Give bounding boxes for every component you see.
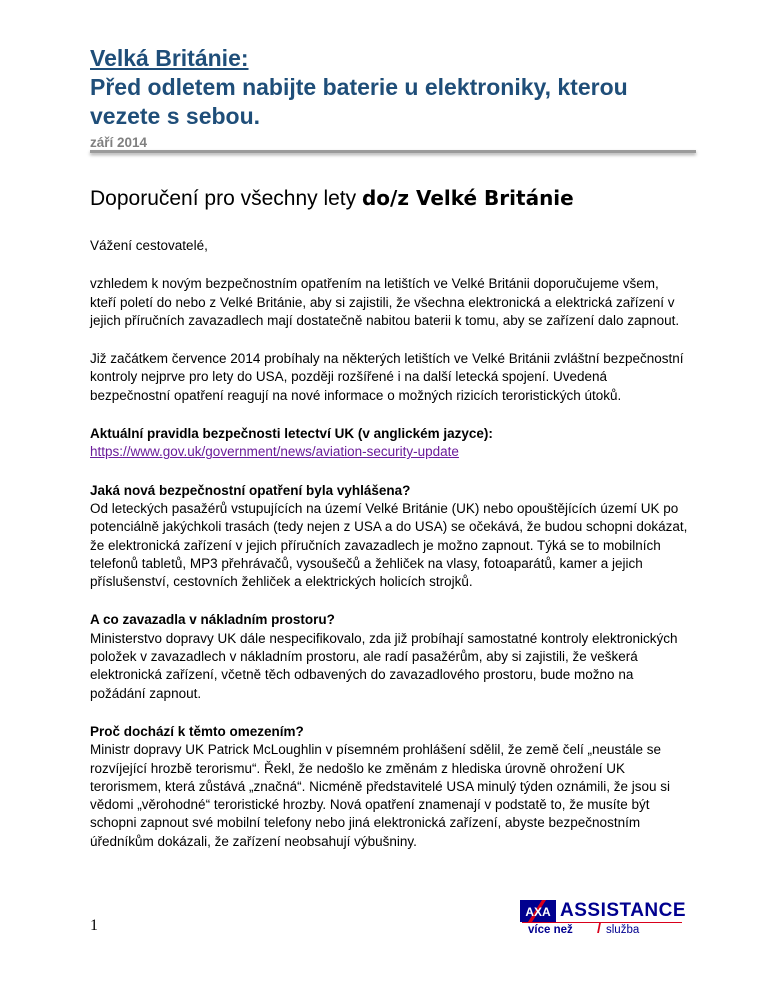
rules-heading: Aktuální pravidla bezpečnosti letectví UK (v anglickém jazyce): xyxy=(90,426,493,442)
faq-item xyxy=(90,723,688,851)
page-number: 1 xyxy=(90,917,98,934)
rules-section xyxy=(90,425,688,462)
paragraph: vzhledem k novým bezpečnostním opatřením na letištích ve Velké Británii doporučujeme všem, kteří poletí do nebo z Velké Británie, aby si zajistili, že všechna elektronická a elektrická zařízení v jejich příručních zavazadlech mají dostatečně nabitou baterii k tomu, aby se zařízení dalo zapnout. xyxy=(90,276,680,328)
tagline-bold: více než xyxy=(528,924,573,936)
faq-answer: Ministr dopravy UK Patrick McLoughlin v písemném prohlášení sdělil, že země čelí „neustále se rozvíjející hrozbě terorismu“. Řekl, že nedošlo ke změnám z hlediska úrovně ohrožení UK terorismem, která zůstává „značná“. Nicméně představitelé USA minulý týden oznámili, že jsou si vědomi „věrohodné“ teroristické hrozby. Nová opatření znamenají v podstatě to, že musíte být schopni zapnout své mobilní telefony nebo jiná elektronická zařízení, abyste bezpečnostním úředníkům dokázali, že zařízení neobsahují výbušniny. xyxy=(90,742,670,849)
faq-question: Jaká nová bezpečnostní opatření byla vyhlášena? xyxy=(90,482,411,498)
faq-question: Proč dochází k těmto omezením? xyxy=(90,723,304,739)
faq-answer: Ministerstvo dopravy UK dále nespecifikovalo, zda již probíhají samostatné kontroly elektronických položek v zavazadlech v nákladním prostoru, ale radí pasažérům, aby si zajistili, že veškerá elektronická zařízení, včetně těch odbavených do zavazadlového prostoru, bude možno na požádání zapnout. xyxy=(90,630,678,701)
greeting: Vážení cestovatelé, xyxy=(90,238,208,253)
faq-answer: Od leteckých pasažérů vstupujících na území Velké Británie (UK) nebo opouštějících území UK po potenciálně jakýchkoli trasách (tedy nejen z USA a do USA) se očekává, že budou schopni dokázat, že elektronická zařízení v jejich příručních zavazadlech je možno zapnout. Týká se to mobilních telefonů tabletů, MP3 přehrávačů, vysoušečů a žehliček na vlasy, fotoaparátů, kamer a jejich příslušenství, cestovních žehliček a elektrických holicích strojků. xyxy=(90,500,688,590)
header-divider xyxy=(90,150,696,153)
axa-assistance-logo xyxy=(520,900,687,940)
logo-wordmark: ASSISTANCE xyxy=(560,900,687,921)
logo-mark-text: AXA xyxy=(525,905,551,919)
document-header xyxy=(90,44,690,150)
title-country: Velká Británie: xyxy=(90,45,249,71)
axa-logo-icon xyxy=(520,900,556,922)
subheading-text: Doporučení pro všechny lety xyxy=(90,187,362,210)
document-date: září 2014 xyxy=(90,135,148,150)
faq-question: A co zavazadla v nákladním prostoru? xyxy=(90,612,335,628)
title-line: vezete s sebou. xyxy=(90,103,261,129)
subheading xyxy=(90,186,690,211)
tagline-rest: služba xyxy=(606,924,640,936)
rules-link[interactable]: https://www.gov.uk/government/news/aviation-security-update xyxy=(90,444,459,460)
body-text xyxy=(90,237,688,871)
paragraph: Již začátkem července 2014 probíhaly na některých letištích ve Velké Británii zvláštní bezpečnostní kontroly nejprve pro lety do USA, později rozšířené i na další letecká spojení. Uvedená bezpečnostní opatření reagují na nové informace o možných rizicích teroristických útoků. xyxy=(90,351,684,403)
faq-item xyxy=(90,482,688,592)
faq-item xyxy=(90,611,688,702)
title-line: Před odletem nabijte baterie u elektroniky, kterou xyxy=(90,74,628,100)
tagline-slash: / xyxy=(597,920,602,937)
subheading-bold: do/z Velké Británie xyxy=(361,186,574,210)
logo-tagline xyxy=(522,922,682,937)
